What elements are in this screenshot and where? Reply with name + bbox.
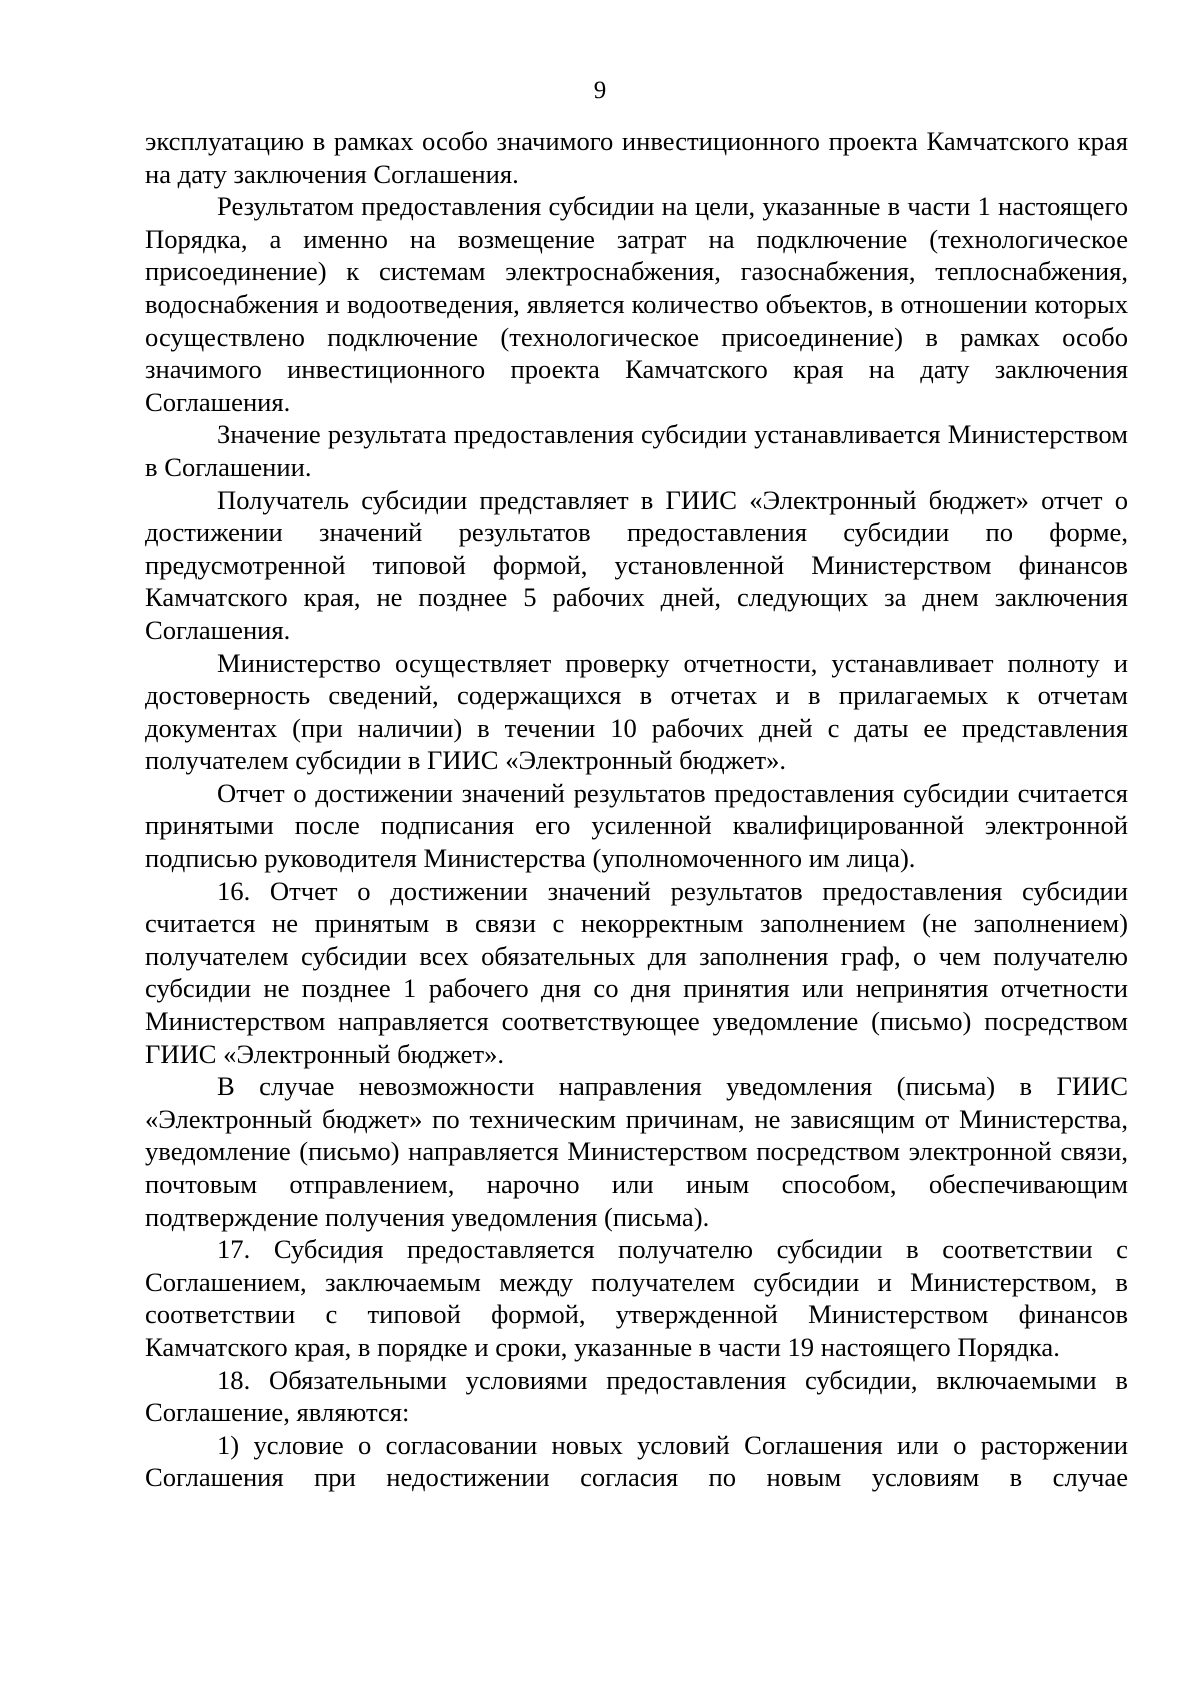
- paragraph-continuation: эксплуатацию в рамках особо значимого инвестиционного проекта Камчатского края на дату заключения Соглашения.: [145, 126, 1128, 189]
- paragraph-report-verification: Министерство осуществляет проверку отчетности, устанавливает полноту и достоверность сведений, содержащихся в отчетах и в прилагаемых к отчетам документах (при наличии) в течении 10 рабочих дней с даты ее представления получателем субсидии в ГИИС «Электронный бюджет».: [145, 647, 1128, 776]
- paragraph-report-acceptance: Отчет о достижении значений результатов предоставления субсидии считается принятыми после подписания его усиленной квалифицированной электронной подписью руководителя Министерства (уполномоченного им лица).: [145, 777, 1128, 874]
- paragraph-notification-fallback: В случае невозможности направления уведомления (письма) в ГИИС «Электронный бюджет» по техническим причинам, не зависящим от Министерства, уведомление (письмо) направляется Министерством посредством электронной связи, почтовым отправлением, нарочно или иным способом, обеспечивающим подтверждение получения уведомления (письма).: [145, 1071, 1128, 1232]
- paragraph-result-value: Значение результата предоставления субсидии устанавливается Министерством в Соглашении.: [145, 419, 1128, 482]
- paragraph-item-17: 17. Субсидия предоставляется получателю субсидии в соответствии с Соглашением, заключаемым между получателем субсидии и Министерством, в соответствии с типовой формой, утвержденной Министерством финансов Камчатского края, в порядке и сроки, указанные в части 19 настоящего Порядка.: [145, 1234, 1128, 1362]
- paragraph-subitem-1: 1) условие о согласовании новых условий Соглашения или о расторжении Соглашения при недостижении согласия по новым условиям в случае: [145, 1429, 1128, 1493]
- document-body: [145, 125, 1128, 1494]
- paragraph-item-18: 18. Обязательными условиями предоставления субсидии, включаемыми в Соглашение, являются:: [145, 1364, 1128, 1428]
- paragraph-result-definition: Результатом предоставления субсидии на цели, указанные в части 1 настоящего Порядка, а именно на возмещение затрат на подключение (технологическое присоединение) к системам электроснабжения, газоснабжения, теплоснабжения, водоснабжения и водоотведения, является количество объектов, в отношении которых осуществлено подключение (технологическое присоединение) в рамках особо значимого инвестиционного проекта Камчатского края на дату заключения Соглашения.: [145, 191, 1128, 417]
- paragraph-item-16: 16. Отчет о достижении значений результатов предоставления субсидии считается не принятым в связи с некорректным заполнением (не заполнением) получателем субсидии всех обязательных для заполнения граф, о чем получателю субсидии не позднее 1 рабочего дня со дня принятия или непринятия отчетности Министерством направляется соответствующее уведомление (письмо) посредством ГИИС «Электронный бюджет».: [145, 875, 1128, 1069]
- page-number: 9: [593, 77, 607, 104]
- paragraph-report-submission: Получатель субсидии представляет в ГИИС «Электронный бюджет» отчет о достижении значений результатов предоставления субсидии по форме, предусмотренной типовой формой, установленной Министерством финансов Камчатского края, не позднее 5 рабочих дней, следующих за днем заключения Соглашения.: [145, 484, 1128, 645]
